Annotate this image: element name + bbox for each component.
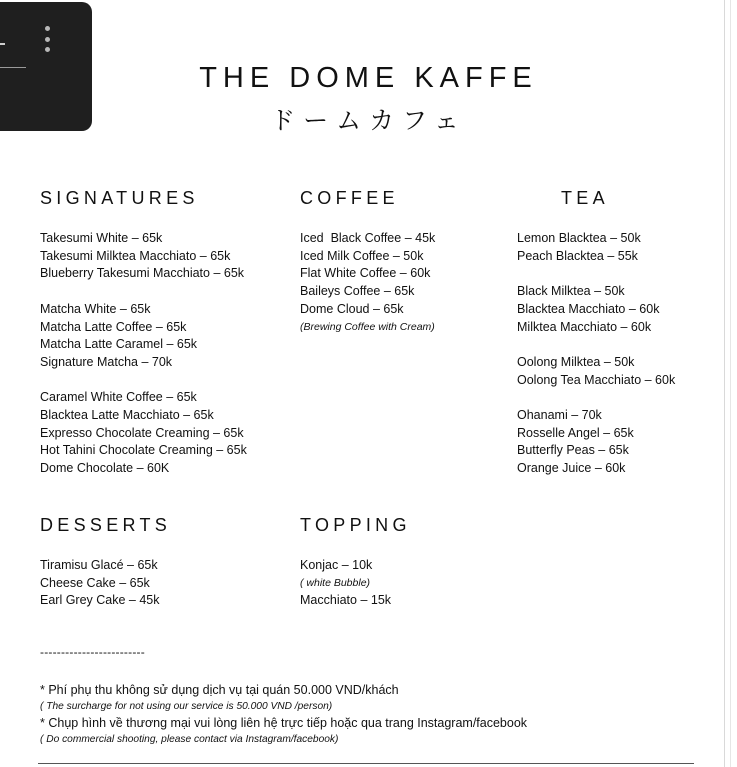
menu-item: Orange Juice – 60k (517, 461, 626, 476)
spacer (40, 283, 247, 301)
kebab-dot (45, 47, 50, 52)
menu-item: Flat White Coffee – 60k (300, 266, 431, 281)
footer-dashed-divider: ------------------------- (40, 645, 145, 659)
menu-item: Takesumi Milktea Macchiato – 65k (40, 248, 231, 263)
menu-item: Hot Tahini Chocolate Creaming – 65k (40, 443, 247, 458)
menu-title: THE DOME KAFFE (199, 62, 538, 94)
menu-item: Cheese Cake – 65k (40, 575, 150, 590)
spacer (40, 372, 247, 390)
menu-item: Baileys Coffee – 65k (300, 284, 415, 299)
surcharge-note: * Phí phụ thu không sử dụng dịch vụ tại quán 50.000 VND/khách (40, 683, 399, 697)
menu-item: Oolong Milktea – 50k (517, 354, 635, 369)
shooting-note-english: ( Do commercial shooting, please contact via Instagram/facebook) (40, 734, 339, 745)
menu-item: Black Milktea – 50k (517, 284, 625, 299)
menu-item: Blueberry Takesumi Macchiato – 65k (40, 266, 245, 281)
signatures-list (40, 230, 247, 478)
shooting-note: * Chụp hình về thương mại vui lòng liên hệ trực tiếp hoặc qua trang Instagram/facebook (40, 716, 528, 730)
menu-item: Signature Matcha – 70k (40, 354, 173, 369)
menu-item: Ohanami – 70k (517, 407, 602, 422)
overlay-tick (0, 43, 5, 45)
menu-item: Tiramisu Glacé – 65k (40, 558, 158, 572)
menu-item: Dome Cloud – 65k (300, 301, 404, 316)
menu-item: Konjac – 10k (300, 558, 373, 572)
menu-item: Matcha Latte Coffee – 65k (40, 319, 187, 334)
coffee-list (300, 230, 435, 336)
menu-item: Earl Grey Cake – 45k (40, 593, 160, 608)
kebab-dot (45, 37, 50, 42)
tea-heading: TEA (561, 188, 609, 208)
surcharge-note-english: ( The surcharge for not using our service is 50.000 VND /person) (40, 701, 333, 712)
menu-item-note: ( white Bubble) (300, 576, 371, 589)
menu-item: Iced Black Coffee – 45k (300, 231, 436, 245)
menu-item: Macchiato – 15k (300, 593, 392, 608)
menu-subtitle-japanese: ドームカフェ (270, 107, 467, 135)
menu-item: Matcha White – 65k (40, 301, 151, 316)
menu-item: Takesumi White – 65k (40, 231, 163, 245)
menu-item: Butterfly Peas – 65k (517, 443, 629, 458)
menu-item: Caramel White Coffee – 65k (40, 390, 197, 405)
tea-list (517, 230, 675, 478)
menu-item: Iced Milk Coffee – 50k (300, 248, 424, 263)
menu-item-note: (Brewing Coffee with Cream) (300, 320, 435, 333)
menu-item: Lemon Blacktea – 50k (517, 231, 641, 245)
menu-item: Blacktea Macchiato – 60k (517, 301, 660, 316)
menu-item: Expresso Chocolate Creaming – 65k (40, 425, 244, 440)
kebab-dot (45, 26, 50, 31)
menu-item: Oolong Tea Macchiato – 60k (517, 372, 676, 387)
desserts-list (40, 557, 160, 610)
footer-notes (40, 682, 527, 748)
topping-heading: TOPPING (300, 515, 411, 535)
menu-item: Blacktea Latte Macchiato – 65k (40, 408, 214, 422)
spacer (517, 336, 675, 354)
desserts-heading: DESSERTS (40, 515, 172, 535)
bottom-rule (38, 763, 694, 764)
signatures-heading: SIGNATURES (40, 188, 199, 208)
menu-item: Peach Blacktea – 55k (517, 248, 638, 263)
menu-item: Dome Chocolate – 60K (40, 461, 170, 476)
spacer (517, 389, 675, 407)
topping-list (300, 557, 391, 610)
menu-item: Rosselle Angel – 65k (517, 425, 634, 440)
menu-item: Matcha Latte Caramel – 65k (40, 337, 198, 352)
menu-item: Milktea Macchiato – 60k (517, 319, 652, 334)
kebab-menu-icon[interactable] (43, 26, 51, 52)
coffee-heading: COFFEE (300, 188, 399, 208)
spacer (517, 265, 675, 283)
